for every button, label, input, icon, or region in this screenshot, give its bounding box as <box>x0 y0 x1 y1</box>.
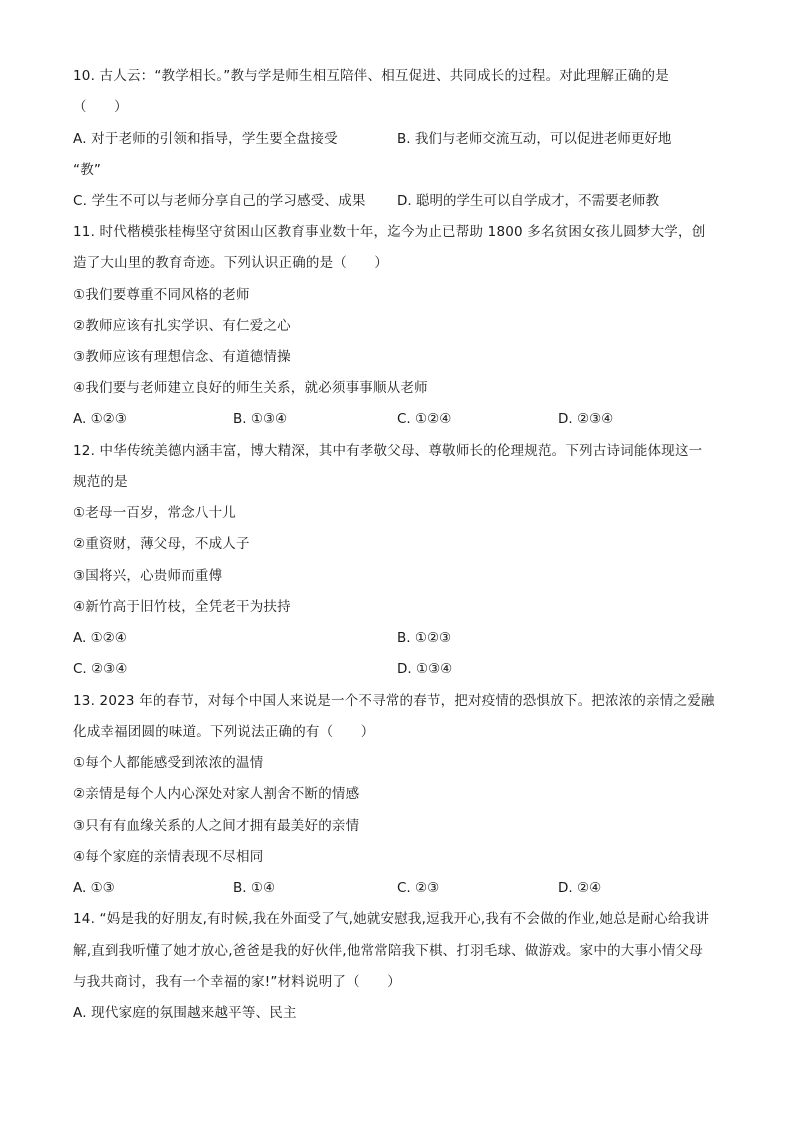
q11-option-b: B. ①③④ <box>233 411 288 427</box>
q14-option-a: A. 现代家庭的氛围越来越平等、民主 <box>73 1005 297 1021</box>
q14-stem: 14. “妈是我的好朋友,有时候,我在外面受了气,她就安慰我,逗我开心,我有不会做的作业,她总是耐心给我讲 <box>73 911 710 927</box>
q12-item-2: ②重资财，薄父母，不成人子 <box>73 536 250 552</box>
q12-option-d: D. ①③④ <box>397 661 453 677</box>
q11-option-c: C. ①②④ <box>397 411 452 427</box>
q11-item-4: ④我们要与老师建立良好的师生关系，就必须事事顺从老师 <box>73 380 428 396</box>
q13-stem-cont: 化成幸福团圆的味道。下列说法正确的有（ ） <box>73 724 375 740</box>
q13-item-3: ③只有有血缘关系的人之间才拥有最美好的亲情 <box>73 818 360 834</box>
q13-item-2: ②亲情是每个人内心深处对家人割舍不断的情感 <box>73 786 360 802</box>
q12-item-3: ③国将兴，心贵师而重傅 <box>73 568 223 584</box>
q12-stem: 12. 中华传统美德内涵丰富，博大精深，其中有孝敬父母、尊敬师长的伦理规范。下列古诗词能体现这一 <box>73 443 703 459</box>
q12-option-a: A. ①②④ <box>73 630 127 646</box>
q13-option-d: D. ②④ <box>558 880 602 896</box>
q12-option-c: C. ②③④ <box>73 661 128 677</box>
q13-stem: 13. 2023 年的春节，对每个中国人来说是一个不寻常的春节，把对疫情的恐惧放下。把浓浓的亲情之爱融 <box>73 693 715 709</box>
q11-stem: 11. 时代楷模张桂梅坚守贫困山区教育事业数十年，迄今为止已帮助 1800 多名贫困女孩儿圆梦大学，创 <box>73 224 706 240</box>
q12-item-1: ①老母一百岁，常念八十儿 <box>73 505 237 521</box>
q10-stem-cont: （ ） <box>73 99 128 115</box>
q13-item-4: ④每个家庭的亲情表现不尽相同 <box>73 849 264 865</box>
q11-item-3: ③教师应该有理想信念、有道德情操 <box>73 349 291 365</box>
q13-option-a: A. ①③ <box>73 880 115 896</box>
q11-item-1: ①我们要尊重不同风格的老师 <box>73 287 250 303</box>
q14-stem-cont-2: 与我共商讨，我有一个幸福的家!”材料说明了（ ） <box>73 974 401 990</box>
q13-option-b: B. ①④ <box>233 880 276 896</box>
q11-item-2: ②教师应该有扎实学识、有仁爱之心 <box>73 318 291 334</box>
q13-option-c: C. ②③ <box>397 880 440 896</box>
q10-option-b: B. 我们与老师交流互动，可以促进老师更好地 <box>397 131 672 147</box>
q10-option-a: A. 对于老师的引领和指导，学生要全盘接受 <box>73 131 338 147</box>
q10-option-c: C. 学生不可以与老师分享自己的学习感受、成果 <box>73 193 366 209</box>
q12-stem-cont: 规范的是 <box>73 474 128 490</box>
q10-option-d: D. 聪明的学生可以自学成才，不需要老师教 <box>397 193 659 209</box>
q14-stem-cont-1: 解,直到我听懂了她才放心,爸爸是我的好伙伴,他常常陪我下棋、打羽毛球、做游戏。家中的大事小情父母 <box>73 943 703 959</box>
q11-option-a: A. ①②③ <box>73 411 127 427</box>
q11-option-d: D. ②③④ <box>558 411 614 427</box>
q10-option-b-cont: “教” <box>73 162 102 178</box>
q13-item-1: ①每个人都能感受到浓浓的温情 <box>73 755 264 771</box>
q11-stem-cont: 造了大山里的教育奇迹。下列认识正确的是（ ） <box>73 255 389 271</box>
q10-stem: 10. 古人云：“教学相长。”教与学是师生相互陪伴、相互促进、共同成长的过程。对此理解正确的是 <box>73 68 669 84</box>
q12-option-b: B. ①②③ <box>397 630 452 646</box>
q12-item-4: ④新竹高于旧竹枝，全凭老干为扶持 <box>73 599 291 615</box>
